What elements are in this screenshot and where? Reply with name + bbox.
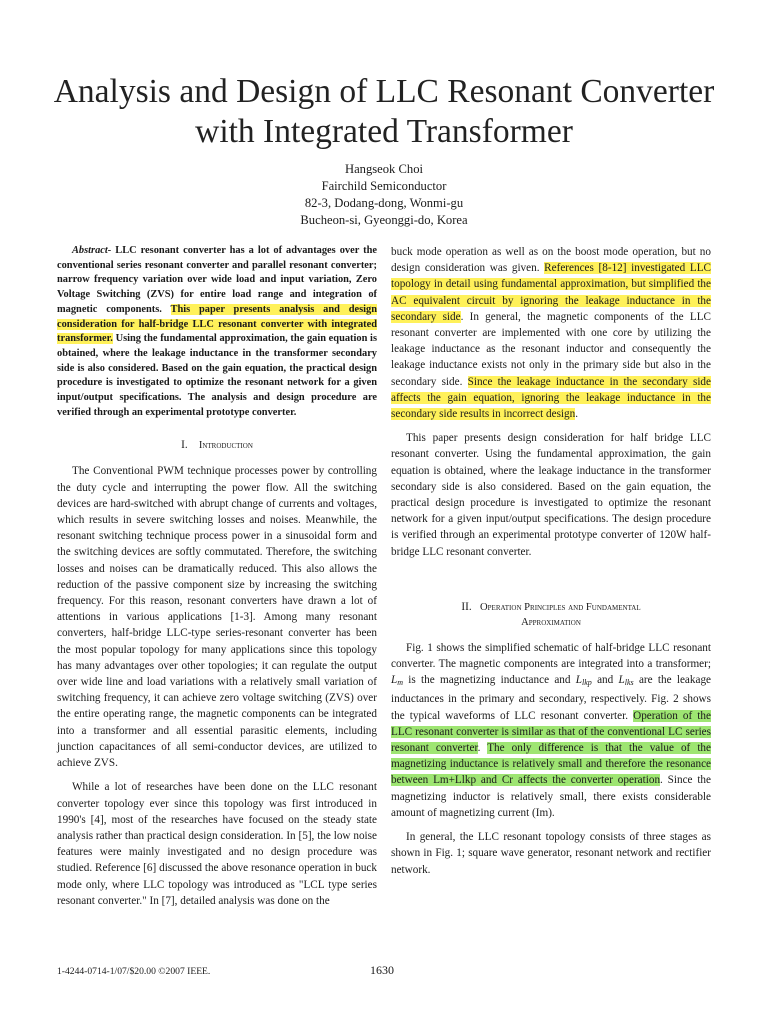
abstract-highlight: This paper presents analysis and design consideration for half-bridge LLC resonant converter with integrated transformer. (57, 303, 377, 345)
text: and (591, 674, 619, 687)
section-number: I. (181, 439, 188, 452)
paragraph (391, 244, 711, 422)
section-heading-introduction (57, 438, 377, 453)
text: is the magnetizing inductance and (403, 674, 576, 687)
section-title-line-1: Operation Principles and Fundamental (480, 601, 641, 613)
text: Fig. 1 shows the simplified schematic of half-bridge LLC resonant converter. The magnetic components are integrated into a transformer; (391, 641, 711, 671)
section-title-line-2: Approximation (521, 616, 581, 628)
author-name: Hangseok Choi (344, 162, 423, 176)
author-affiliation: Fairchild Semiconductor (321, 179, 447, 193)
symbol-subscript: m (397, 678, 404, 688)
section-heading-operation (391, 600, 711, 630)
text: . Since the magnetizing inductor is relatively small, there exists considerable amount of magnetizing current (Im). (391, 774, 711, 819)
symbol: L (618, 674, 625, 687)
abstract-text-post: Using the fundamental approximation, the gain equation is obtained, where the leakage inductance in the transformer secondary side is also considered. Based on the gain equation, the practical design procedure is investigated to optimize the resonant network for a given input/output specifications. The analysis and design procedure are verified through an experimental prototype converter. (57, 333, 377, 418)
symbol-subscript: lkp (582, 678, 592, 688)
section-number: II. (461, 600, 472, 613)
symbol: L (575, 674, 583, 687)
text: buck mode operation as well as on the boost mode operation, but no design consideration was given. (391, 246, 711, 275)
paragraph: In general, the LLC resonant topology consists of three stages as shown in Fig. 1; square wave generator, resonant network and rectifier network. (391, 831, 711, 876)
highlighted-text: Operation of the LLC resonant converter is similar as that of the conventional LC series resonant converter (391, 709, 711, 755)
symbol: L (391, 674, 398, 687)
text: . (477, 742, 488, 755)
abstract-lead: Abstract- (72, 245, 112, 256)
section-title: Introduction (198, 440, 253, 452)
paragraph: While a lot of researches have been done on the LLC resonant converter topology ever since this topology was first introduced in 1990's [4], most of the researches have focused on the steady state analysis rather than practical design consideration. In [5], the low noise features were mainly investigated and no design procedure was studied. Reference [6] discussed the above resonance operation in buck mode only, where LLC topology was introduced as "LCL type series resonant converter." In [7], detailed analysis was done on the (57, 781, 377, 907)
paragraph (391, 640, 711, 821)
page-number: 1630 (370, 963, 394, 977)
highlighted-text: The only difference is that the value of the magnetizing inductance is relatively small and therefore the resonance between Lm+Llkp and Cr affects the converter operation (391, 742, 711, 787)
symbol-subscript: lks (624, 678, 634, 688)
title-line-1: Analysis and Design of LLC Resonant Converter (53, 73, 715, 110)
highlighted-text: References [8-12] investigated LLC topology in detail using fundamental approximation, but simplified the AC equivalent circuit by ignoring the leakage inductance in the secondary side (391, 262, 711, 323)
copyright-notice: 1-4244-0714-1/07/$20.00 ©2007 IEEE. (57, 966, 211, 977)
highlighted-text: Since the leakage inductance in the secondary side affects the gain equation, ignoring the leakage inductance in the secondary side results in incorrect design (391, 375, 711, 421)
text: . (575, 408, 579, 421)
paragraph: This paper presents design consideration for half bridge LLC resonant converter. Using the fundamental approximation, the gain equation is obtained, where the leakage inductance in the transformer secondary side is also considered. Based on the gain equation, the practical design procedure is investigated to optimize the resonant network for a given input/output specifications. The design procedure is verified through an experimental prototype converter of 120W half-bridge LLC resonant converter. (391, 432, 711, 558)
title-line-2: with Integrated Transformer (195, 113, 573, 150)
text: are the leakage inductances in the primary and secondary, respectively. Fig. 2 shows the typical waveforms of LLC resonant converter. (391, 674, 711, 722)
paper-title (0, 72, 768, 152)
left-column (57, 244, 377, 917)
right-column (391, 244, 711, 886)
abstract (57, 244, 377, 420)
paragraph: The Conventional PWM technique processes power by controlling the duty cycle and interrupting the power flow. All the switching devices are hard-switched with abrupt change of currents and voltages, which results in severe switching losses and noises. Meanwhile, the resonant switching technique process power in a sinusoidal form and the switching devices are softly commutated. Therefore, the switching losses and noises can be dramatically reduced. This also allows the reduction of the passive component size by increasing the switching frequency. For this reason, resonant converters have drawn a lot of attentions in various applications [1-3]. Among many resonant converters, half-bridge LLC-type series-resonant converter has been the most popular topology for many applications since this topology has many advantages over other topologies; it can regulate the output over wide line and load variations with a relatively small variation of switching frequency, it can achieve zero voltage switching (ZVS) over the entire operating range, the magnetic components can be integrated into a transformer and all essential parasitic elements, including junction capacitances of all semi-conductor devices, are utilized to achieve ZVS. (57, 465, 377, 770)
author-block (0, 161, 768, 229)
author-address-2: Bucheon-si, Gyeonggi-do, Korea (300, 213, 468, 227)
author-address-1: 82-3, Dodang-dong, Wonmi-gu (304, 196, 464, 210)
text: . In general, the magnetic components of the LLC resonant converter are implemented with one core by utilizing the leakage inductance as the resonant inductor and consequently the leakage inductance exists not only in the primary side but also in the secondary side. (391, 310, 711, 388)
abstract-text-pre: LLC resonant converter has a lot of advantages over the conventional series resonant converter and parallel resonant converter; narrow frequency variation over wide load and input variation, Zero Voltage Switching (ZVS) for entire load range and integration of magnetic components. (57, 245, 377, 315)
